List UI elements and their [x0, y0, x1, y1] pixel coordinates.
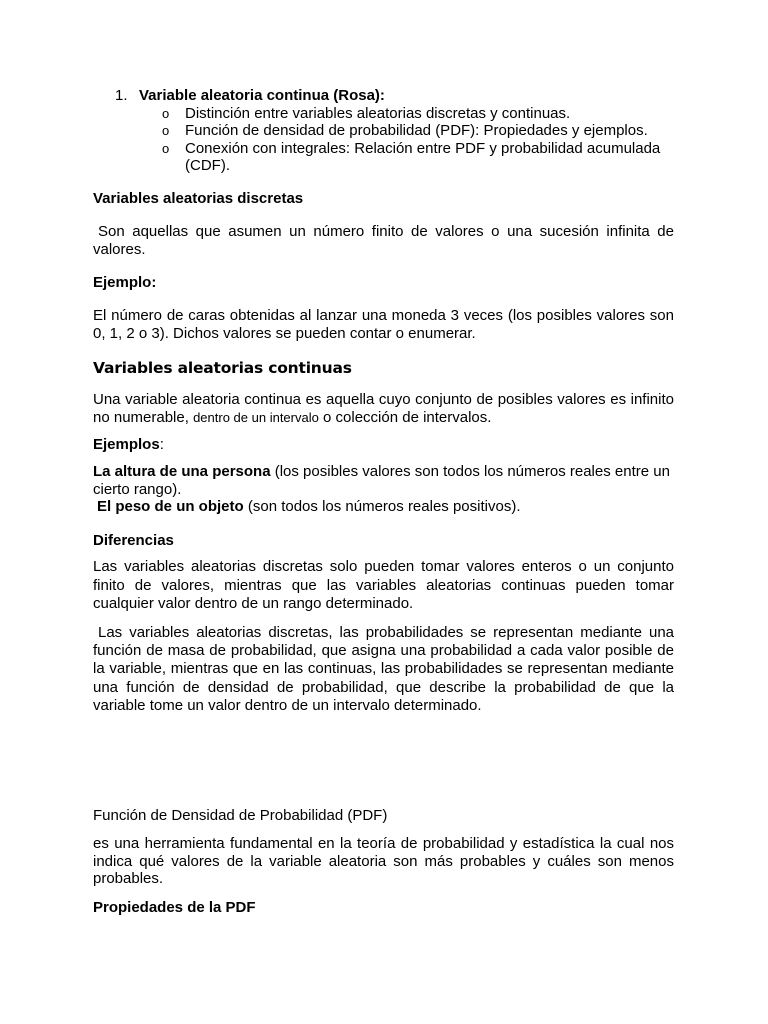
example-altura	[93, 463, 674, 498]
pdf-properties-heading: Propiedades de la PDF	[93, 899, 256, 916]
ejemplo-label: Ejemplo:	[93, 274, 157, 291]
outline-subitem	[93, 140, 674, 175]
example-altura-title: La altura de una persona	[93, 463, 271, 480]
ejemplos-label	[93, 436, 674, 454]
continuas-definition	[93, 391, 674, 426]
example-peso	[93, 498, 674, 516]
outline-subitem-text: Función de densidad de probabilidad (PDF): Propiedades y ejemplos.	[185, 122, 648, 139]
diferencias-paragraph-2: Las variables aleatorias discretas, las probabilidades se representan mediante una función de masa de probabilidad, que asigna una probabilidad a cada valor posible de la variable, mientras que en las continuas, las probabilidades se representan mediante una función de densidad de probabilidad, que describe la probabilidad de que la variable tome un valor dentro de un intervalo determinado.	[93, 624, 674, 714]
outline-subitem-text: Distinción entre variables aleatorias discretas y continuas.	[185, 104, 571, 122]
diferencias-paragraph-1: Las variables aleatorias discretas solo pueden tomar valores enteros o un conjunto finito de valores, mientras que las variables aleatorias continuas pueden tomar cualquier valor dentro de un rango determinado.	[93, 558, 674, 612]
circle-bullet-icon: o	[162, 140, 170, 156]
outline-subitem	[93, 122, 674, 140]
continuas-definition-part2: o colección de intervalos.	[323, 408, 492, 426]
discretas-example: El número de caras obtenidas al lanzar una moneda 3 veces (los posibles valores son 0, 1, 2 o 3). Dichos valores se pueden contar o enumerar.	[93, 307, 674, 342]
ejemplos-label-colon: :	[159, 436, 164, 453]
diferencias-heading: Diferencias	[93, 532, 174, 549]
continuas-definition-part1: Una variable aleatoria continua es aquella cuyo conjunto de posibles valores es infinito no numerable,	[93, 391, 674, 426]
example-peso-title: El peso de un objeto	[97, 498, 244, 515]
discretas-heading: Variables aleatorias discretas	[93, 190, 304, 207]
outline-subitem	[93, 105, 674, 123]
numbered-outline	[93, 87, 674, 175]
outline-subitems	[93, 105, 674, 175]
example-altura-text: (los posibles valores son todos los números reales entre un cierto rango).	[93, 463, 670, 498]
outline-item	[93, 87, 674, 105]
continuas-definition-small: dentro de un intervalo	[193, 409, 319, 425]
outline-item-title: Variable aleatoria continua (Rosa):	[139, 87, 385, 104]
continuas-examples	[93, 463, 674, 516]
example-peso-text: (son todos los números reales positivos).	[247, 498, 521, 515]
outline-subitem-text: Conexión con integrales: Relación entre PDF y probabilidad acumulada (CDF).	[185, 139, 661, 174]
ejemplos-label-text: Ejemplos	[93, 436, 160, 453]
pdf-heading: Función de Densidad de Probabilidad (PDF)	[93, 807, 388, 824]
discretas-definition: Son aquellas que asumen un número finito de valores o una sucesión infinita de valores.	[93, 223, 674, 258]
outline-item-number: 1.	[115, 87, 128, 104]
circle-bullet-icon: o	[162, 105, 170, 121]
continuas-heading: Variables aleatorias continuas	[93, 359, 352, 377]
pdf-paragraph: es una herramienta fundamental en la teoría de probabilidad y estadística la cual nos indica qué valores de la variable aleatoria son más probables y cuáles son menos probables.	[93, 835, 674, 887]
circle-bullet-icon: o	[162, 123, 170, 138]
